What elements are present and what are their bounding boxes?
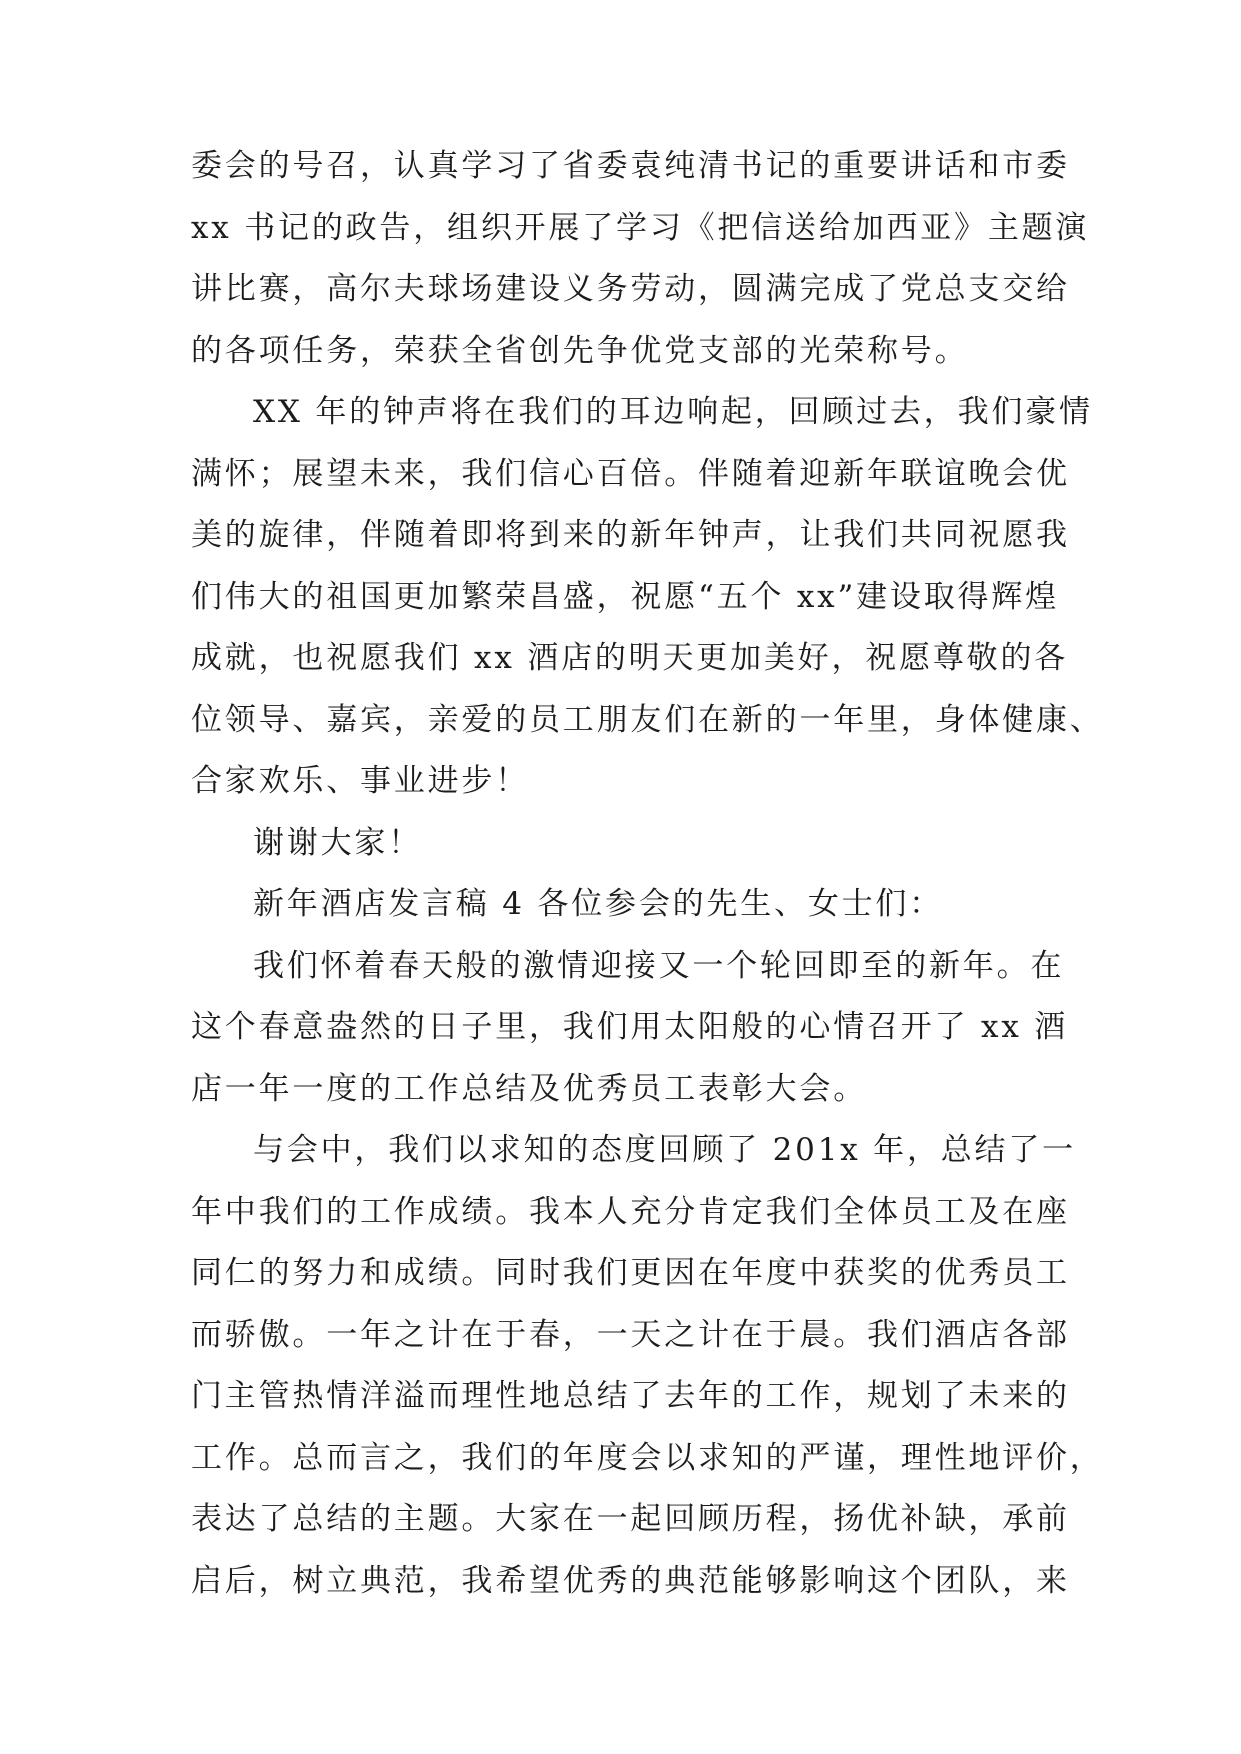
text-line: 而骄傲。一年之计在于春，一天之计在于晨。我们酒店各部 xyxy=(191,1316,1070,1353)
text-line: 这个春意盎然的日子里，我们用太阳般的心情召开了 xx 酒 xyxy=(191,1009,1069,1045)
text-line: 门主管热情洋溢而理性地总结了去年的工作，规划了未来的 xyxy=(191,1378,1070,1414)
text-line: 们伟大的祖国更加繁荣昌盛，祝愿“五个 xx”建设取得辉煌 xyxy=(191,578,1059,615)
paragraph-6 xyxy=(191,1120,1104,1612)
text-line: 与会中，我们以求知的态度回顾了 201x 年，总结了一 xyxy=(253,1132,1076,1168)
paragraph-5 xyxy=(191,936,1069,1121)
text-line: 满怀；展望未来，我们信心百倍。伴随着迎新年联谊晚会优 xyxy=(191,455,1070,492)
text-line: 的各项任务，荣获全省创先争优党支部的光荣称号。 xyxy=(191,332,969,369)
paragraph-1 xyxy=(191,136,1090,382)
paragraph-3 xyxy=(191,813,1051,875)
text-line: 位领导、嘉宾，亲爱的员工朋友们在新的一年里，身体健康、 xyxy=(191,701,1104,738)
paragraph-4 xyxy=(191,874,1051,936)
text-line: xx 书记的政告，组织开展了学习《把信送给加西亚》主题演 xyxy=(191,209,1090,246)
text-line: 表达了总结的主题。大家在一起回顾历程，扬优补缺，承前 xyxy=(191,1501,1070,1537)
text-line: 店一年一度的工作总结及优秀员工表彰大会。 xyxy=(191,1070,867,1107)
text-line: 同仁的努力和成绩。同时我们更因在年度中获奖的优秀员工 xyxy=(191,1255,1070,1291)
document-body xyxy=(191,136,1104,1612)
text-line: 美的旋律，伴随着即将到来的新年钟声，让我们共同祝愿我 xyxy=(191,517,1070,553)
text-line: XX 年的钟声将在我们的耳边响起，回顾过去，我们豪情 xyxy=(253,394,1093,430)
text-line: 工作。总而言之，我们的年度会以求知的严谨，理性地评价， xyxy=(191,1439,1104,1476)
text-line: 成就，也祝愿我们 xx 酒店的明天更加美好，祝愿尊敬的各 xyxy=(191,640,1069,676)
text-line: 新年酒店发言稿 4 各位参会的先生、女士们： xyxy=(253,886,944,922)
text-line: 委会的号召，认真学习了省委袁纯清书记的重要讲话和市委 xyxy=(191,148,1070,184)
text-line: 我们怀着春天般的激情迎接又一个轮回即至的新年。在 xyxy=(253,947,1065,984)
text-line: 合家欢乐、事业进步！ xyxy=(191,763,529,799)
paragraph-2 xyxy=(191,382,1104,813)
text-line: 年中我们的工作成绩。我本人充分肯定我们全体员工及在座 xyxy=(191,1193,1070,1230)
text-line: 启后，树立典范，我希望优秀的典范能够影响这个团队，来 xyxy=(191,1562,1070,1599)
text-line: 谢谢大家！ xyxy=(253,824,422,861)
text-line: 讲比赛，高尔夫球场建设义务劳动，圆满完成了党总支交给 xyxy=(191,271,1070,307)
